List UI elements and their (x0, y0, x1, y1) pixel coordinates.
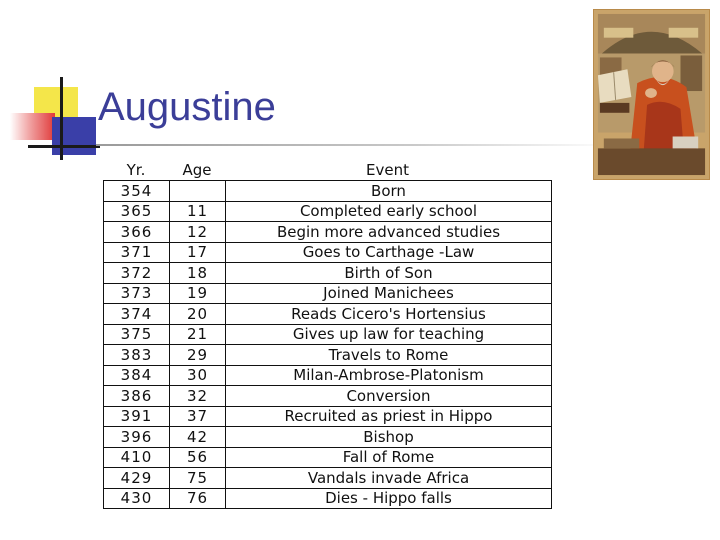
table-row (104, 222, 552, 243)
table-row (104, 181, 552, 202)
year-cell: 429 (104, 468, 170, 489)
column-header-year: Yr. (126, 161, 146, 179)
column-header-age: Age (182, 161, 212, 179)
event-cell: Gives up law for teaching (226, 324, 552, 345)
age-cell: 12 (170, 222, 226, 243)
age-cell: 19 (170, 283, 226, 304)
table-row (104, 447, 552, 468)
year-cell: 354 (104, 181, 170, 202)
event-cell: Born (226, 181, 552, 202)
table-row (104, 365, 552, 386)
augustine-timeline-table (103, 180, 552, 509)
year-cell: 410 (104, 447, 170, 468)
age-cell: 42 (170, 427, 226, 448)
slide-title: Augustine (98, 85, 276, 129)
table-row (104, 201, 552, 222)
column-header-event: Event (366, 161, 409, 179)
year-cell: 386 (104, 386, 170, 407)
age-cell (170, 181, 226, 202)
event-cell: Dies - Hippo falls (226, 488, 552, 509)
year-cell: 365 (104, 201, 170, 222)
table-row (104, 468, 552, 489)
year-cell: 396 (104, 427, 170, 448)
age-cell: 30 (170, 365, 226, 386)
age-cell: 20 (170, 304, 226, 325)
table-row (104, 304, 552, 325)
age-cell: 11 (170, 201, 226, 222)
year-cell: 372 (104, 263, 170, 284)
age-cell: 37 (170, 406, 226, 427)
title-ornament-blue-square (52, 117, 96, 155)
event-cell: Reads Cicero's Hortensius (226, 304, 552, 325)
title-ornament-horizontal-line (28, 145, 100, 148)
table-row (104, 263, 552, 284)
event-cell: Travels to Rome (226, 345, 552, 366)
year-cell: 375 (104, 324, 170, 345)
age-cell: 75 (170, 468, 226, 489)
event-cell: Birth of Son (226, 263, 552, 284)
year-cell: 373 (104, 283, 170, 304)
table-row (104, 488, 552, 509)
event-cell: Completed early school (226, 201, 552, 222)
event-cell: Vandals invade Africa (226, 468, 552, 489)
age-cell: 17 (170, 242, 226, 263)
event-cell: Conversion (226, 386, 552, 407)
year-cell: 374 (104, 304, 170, 325)
age-cell: 29 (170, 345, 226, 366)
year-cell: 371 (104, 242, 170, 263)
title-ornament-red-bar (10, 113, 55, 140)
year-cell: 366 (104, 222, 170, 243)
event-cell: Bishop (226, 427, 552, 448)
year-cell: 384 (104, 365, 170, 386)
table-row (104, 386, 552, 407)
age-cell: 76 (170, 488, 226, 509)
saint-augustine-painting (593, 9, 710, 180)
table-row (104, 283, 552, 304)
title-underline-rule (96, 144, 616, 146)
event-cell: Milan-Ambrose-Platonism (226, 365, 552, 386)
event-cell: Begin more advanced studies (226, 222, 552, 243)
table-row (104, 324, 552, 345)
age-cell: 18 (170, 263, 226, 284)
age-cell: 21 (170, 324, 226, 345)
age-cell: 56 (170, 447, 226, 468)
event-cell: Goes to Carthage -Law (226, 242, 552, 263)
table-row (104, 242, 552, 263)
table-row (104, 427, 552, 448)
year-cell: 391 (104, 406, 170, 427)
table-row (104, 406, 552, 427)
table-row (104, 345, 552, 366)
year-cell: 430 (104, 488, 170, 509)
age-cell: 32 (170, 386, 226, 407)
event-cell: Fall of Rome (226, 447, 552, 468)
event-cell: Recruited as priest in Hippo (226, 406, 552, 427)
year-cell: 383 (104, 345, 170, 366)
event-cell: Joined Manichees (226, 283, 552, 304)
